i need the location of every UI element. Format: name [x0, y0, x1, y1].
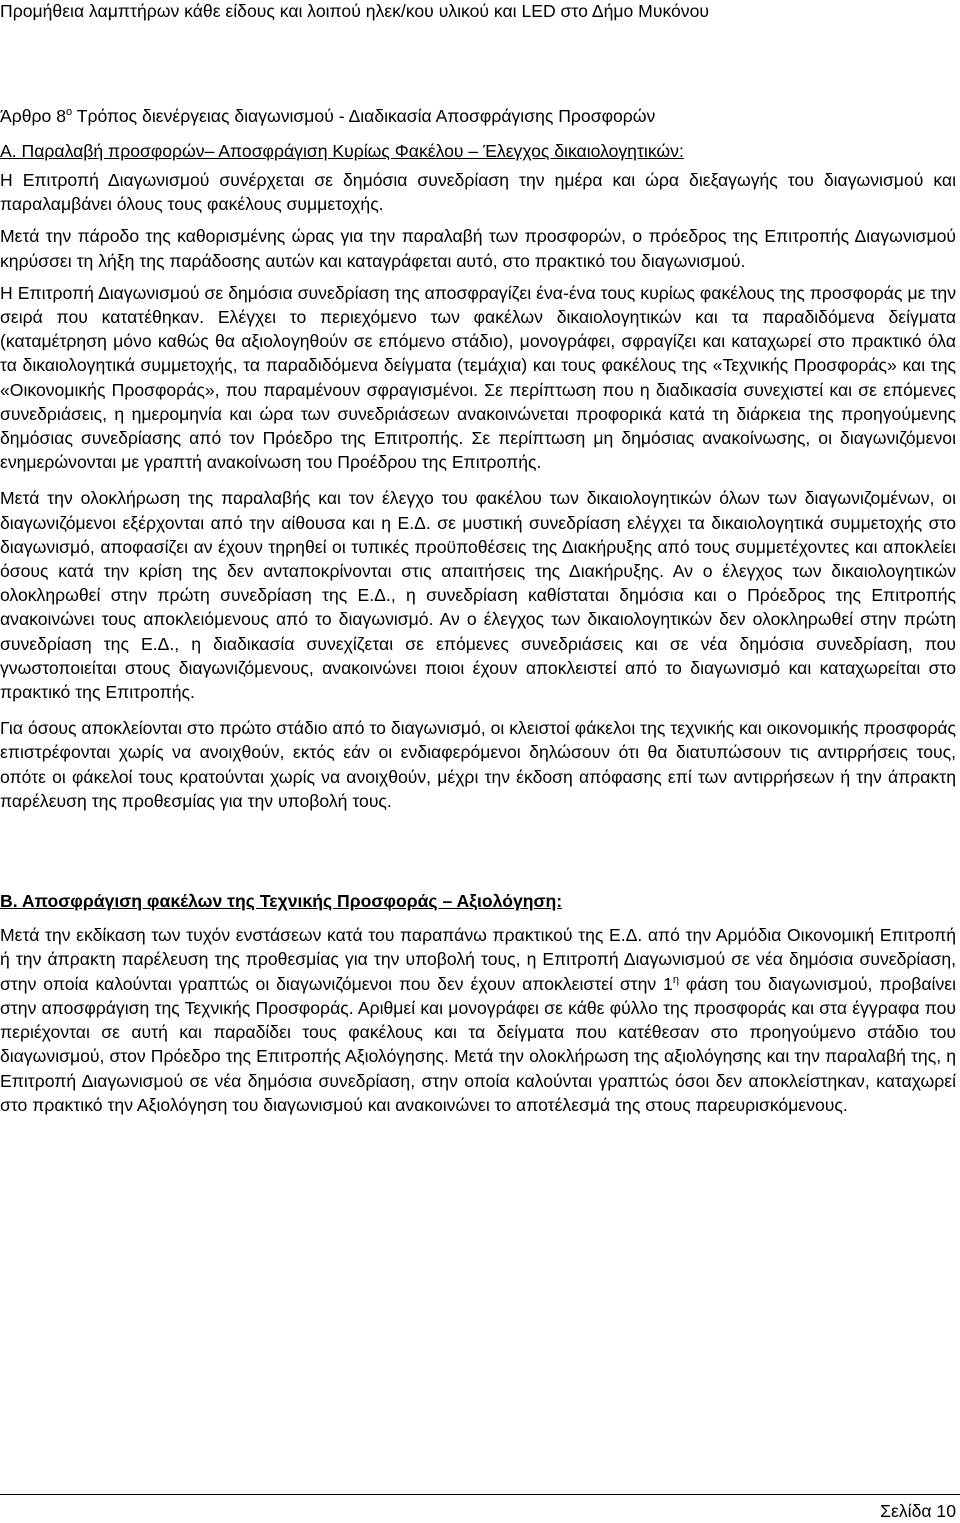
article-title-ordinal: ο: [66, 106, 73, 119]
article-title: [0, 104, 960, 128]
footer-page-number: Σελίδα 10: [880, 1501, 956, 1521]
article-title-prefix: Άρθρο 8: [0, 106, 67, 126]
section-a-paragraph-3: Η Επιτροπή Διαγωνισμού σε δημόσια συνεδρίαση της αποσφραγίζει ένα-ένα τους κυρίως φακέλους της προσφοράς με την σειρά που κατατέθηκαν. Ελέγχει το περιεχόμενο των φακέλων δικαιολογητικών και τα παραδιδόμενα δείγματα (καταμέτρηση μόνο καθώς θα αξιολογηθούν σε επόμενο στάδιο), μονογράφει, σφραγίζει και καταχωρεί στο πρακτικό όλα τα δικαιολογητικά συμμετοχής, τα παραδιδόμενα δείγματα (τεμάχια) και τους φακέλους της «Τεχνικής Προσφοράς» και της «Οικονομικής Προσφοράς», που παραμένουν σφραγισμένοι. Σε περίπτωση που η διαδικασία συνεχιστεί και σε επόμενες συνεδριάσεις, η ημερομηνία και ώρα των συνεδριάσεων ανακοινώνεται προφορικά κατά τη διάρκεια της προηγούμενης δημόσιας συνεδρίασης από τον Πρόεδρο της Επιτροπής. Σε περίπτωση μη δημόσιας ανακοίνωσης, οι διαγωνιζόμενοι ενημερώνονται με γραπτή ανακοίνωση του Προέδρου της Επιτροπής.: [0, 282, 956, 473]
article-title-rest: Τρόπος διενέργειας διαγωνισμού - Διαδικασία Αποσφράγισης Προσφορών: [72, 106, 656, 126]
document-body: [0, 140, 956, 1117]
section-a-paragraph-5: Για όσους αποκλείονται στο πρώτο στάδιο από το διαγωνισμό, οι κλειστοί φάκελοι της τεχνικής και οικονομικής προσφοράς επιστρέφονται χωρίς να ανοιχθούν, εκτός εάν οι ενδιαφερόμενοι δηλώσουν ότι θα διατυπώσουν τις αντιρρήσεις τους, οπότε οι φάκελοί τους κρατούνται χωρίς να ανοιχθούν, μέχρι την έκδοση απόφασης επί των αντιρρήσεων ή την άπρακτη παρέλευση της προθεσμίας για την υποβολή τους.: [0, 718, 956, 811]
section-a-paragraph-4: Μετά την ολοκλήρωση της παραλαβής και τον έλεγχο του φακέλου των δικαιολογητικών όλων των διαγωνιζομένων, οι διαγωνιζόμενοι εξέρχονται από την αίθουσα και η Ε.Δ. σε μυστική συνεδρίαση ελέγχει τα δικαιολογητικά συμμετοχής στο διαγωνισμό, αποφασίζει αν έχουν τηρηθεί οι τυπικές προϋποθέσεις της Διακήρυξης από τους συμμετέχοντες και αποκλείει όσους κατά την κρίση της δεν ανταποκρίνονται στις απαιτήσεις της Διακήρυξης. Αν ο έλεγχος των δικαιολογητικών ολοκληρωθεί στην πρώτη συνεδρίαση της Ε.Δ., η συνεδρίαση καθίσταται δημόσια και ο Πρόεδρος της Επιτροπής ανακοινώνει τους αποκλειόμενους από το διαγωνισμό. Αν ο έλεγχος των δικαιολογητικών δεν ολοκληρωθεί στην πρώτη συνεδρίαση της Ε.Δ., η διαδικασία συνεχίζεται σε επόμενες συνεδριάσεις και σε νέα δημόσια συνεδρίαση, που γνωστοποιείται στους διαγωνιζόμενους, ανακοινώνει ποιοι έχουν αποκλειστεί από το διαγωνισμό και καταχωρείται στο πρακτικό της Επιτροπής.: [0, 488, 956, 703]
section-b-paragraph-1-ordinal: η: [672, 973, 680, 986]
section-b-heading: Β. Αποσφράγιση φακέλων της Τεχνικής Προσφοράς – Αξιολόγηση:: [0, 891, 563, 912]
section-a-heading: Α. Παραλαβή προσφορών– Αποσφράγιση Κυρίως Φακέλου – Έλεγχος δικαιολογητικών:: [0, 141, 684, 161]
section-a-paragraph-2: Μετά την πάροδο της καθορισμένης ώρας για την παραλαβή των προσφορών, ο πρόεδρος της Επιτροπής Διαγωνισμού κηρύσσει τη λήξη της παράδοσης αυτών και καταγράφεται αυτό, στο πρακτικό του διαγωνισμού.: [0, 226, 956, 271]
section-b-paragraph-1-part-1: Μετά την εκδίκαση των τυχόν ενστάσεων κατά του παραπάνω πρακτικού της Ε.Δ. από την Αρμόδια Οικονομική Επιτροπή ή την άπρακτη παρέλευση της προθεσμίας για την υποβολή τους, η Επιτροπή Διαγωνισμού σε νέα δημόσια συνεδρίαση, στην οποία καλούνται γραπτώς οι διαγωνιζόμενοι που δεν έχουν αποκλειστεί στην 1: [0, 925, 956, 994]
footer-divider: [0, 1494, 960, 1495]
document-header-title: Προμήθεια λαμπτήρων κάθε είδους και λοιπού ηλεκ/κου υλικού και LED στο Δήμο Μυκόνου: [0, 1, 710, 21]
section-a-paragraph-1: Η Επιτροπή Διαγωνισμού συνέρχεται σε δημόσια συνεδρίαση την ημέρα και ώρα διεξαγωγής του διαγωνισμού και παραλαμβάνει όλους τους φακέλους συμμετοχής.: [0, 170, 956, 215]
section-b-paragraph-1: [0, 923, 956, 1117]
section-b-paragraph-1-part-2: φάση του διαγωνισμού, προβαίνει στην αποσφράγιση της Τεχνικής Προσφοράς. Αριθμεί και μονογράφει σε κάθε φύλλο της προσφοράς και στα έγγραφα που περιέχονται σε αυτή και παραδίδει τους φακέλους και τα δείγματα που κατέθεσαν στο προηγούμενο στάδιο του διαγωνισμού, στον Πρόεδρο της Επιτροπής Αξιολόγησης. Μετά την ολοκλήρωση της αξιολόγησης και την παραλαβή της, η Επιτροπή Διαγωνισμού σε νέα δημόσια συνεδρίαση, στην οποία καλούνται γραπτώς όσοι δεν αποκλείστηκαν, καταχωρεί στο πρακτικό την Αξιολόγηση του διαγωνισμού και ανακοινώνει το αποτέλεσμά της στους παρευρισκόμενους.: [0, 973, 956, 1115]
